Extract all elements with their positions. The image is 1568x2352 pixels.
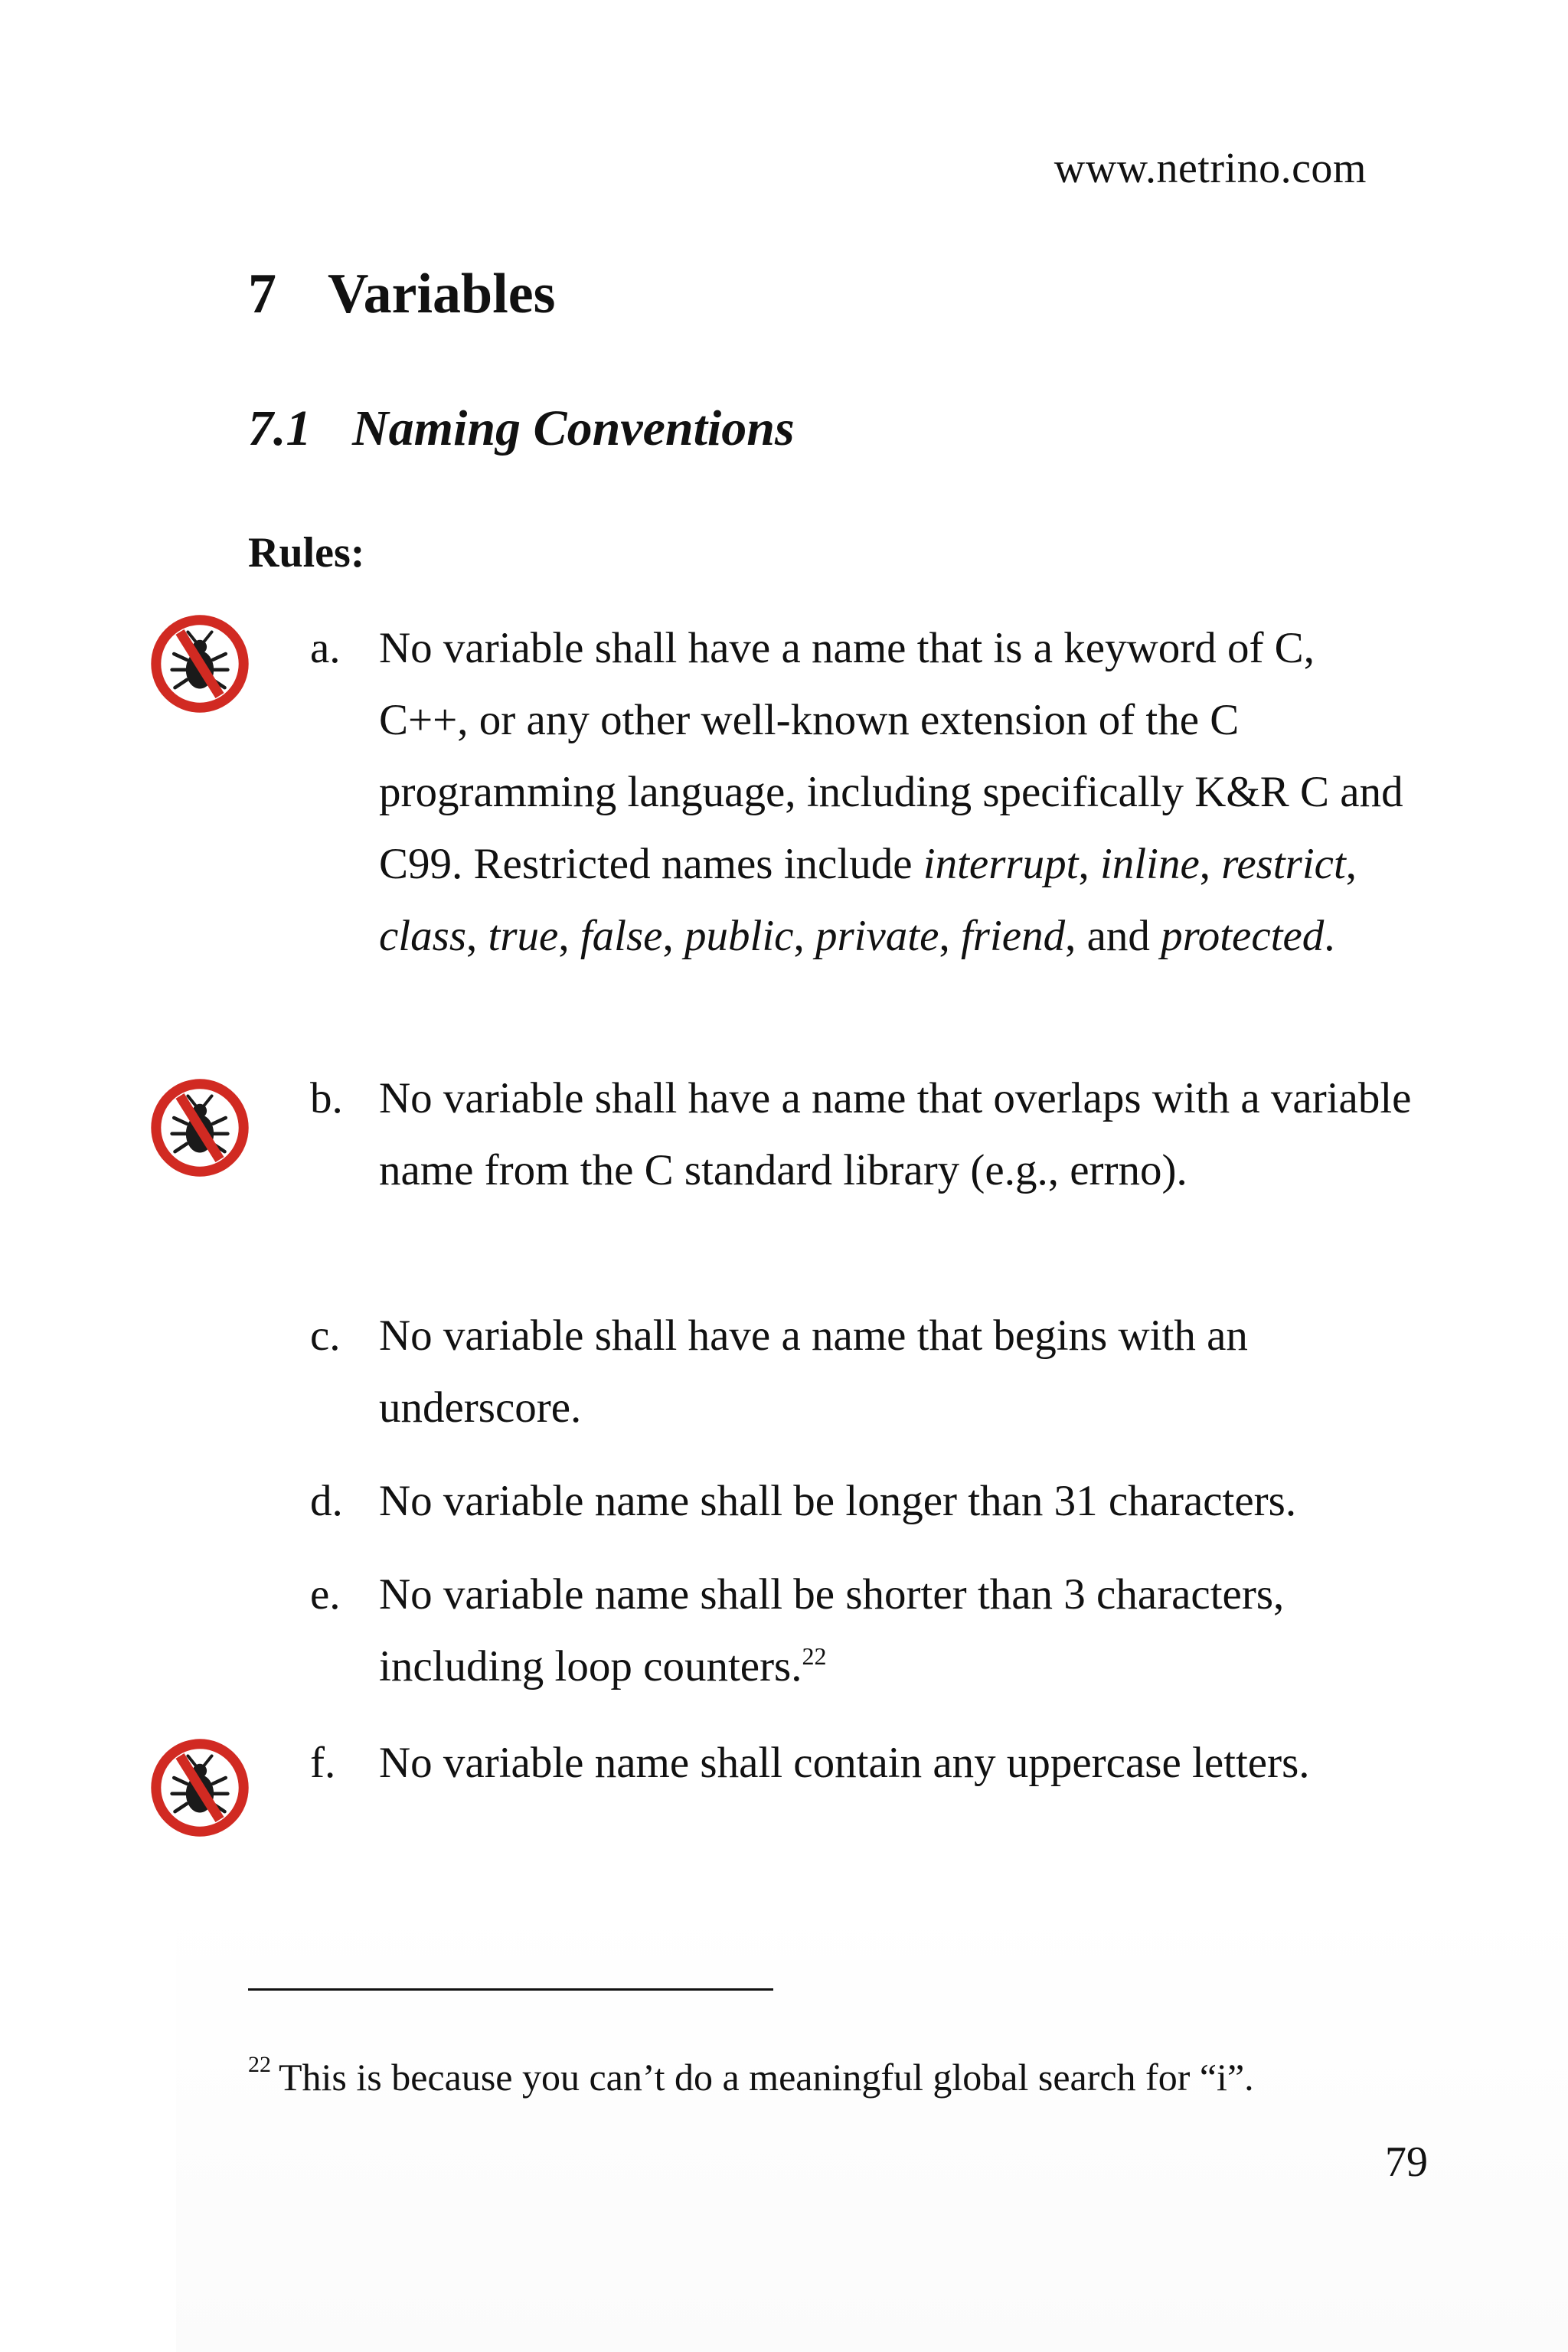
rule-letter: d. — [310, 1477, 343, 1525]
rule-d — [310, 1465, 1413, 1537]
rules-label: Rules: — [248, 529, 365, 577]
rule-text: No variable name shall be longer than 31 characters. — [379, 1477, 1297, 1525]
rule-text: No variable shall have a name that overlaps with a variable name from the C standard library (e.g., errno). — [379, 1074, 1412, 1194]
rule-f — [310, 1727, 1413, 1799]
footnote-number: 22 — [248, 2052, 271, 2077]
rule-text: No variable shall have a name that is a keyword of C, C++, or any other well-known extension of the C programming language, including specifically K&R C and C99. Restricted names include interrupt, inline, restrict, class, true, false, public, private, friend, and protected. — [379, 624, 1403, 960]
footnote-divider — [248, 1988, 773, 1991]
footnote — [248, 2052, 1254, 2099]
rule-e — [310, 1559, 1413, 1703]
no-bug-icon — [150, 614, 250, 714]
section-heading — [248, 400, 795, 458]
chapter-heading — [248, 262, 555, 327]
rule-letter: b. — [310, 1074, 343, 1122]
footnote-text: This is because you can’t do a meaningful global search for “i”. — [279, 2056, 1254, 2099]
rule-text: No variable shall have a name that begins with an underscore. — [379, 1312, 1248, 1432]
rule-b — [310, 1063, 1413, 1207]
no-bug-icon — [150, 1078, 250, 1178]
page-number: 79 — [1385, 2138, 1428, 2186]
rule-text: No variable name shall contain any uppercase letters. — [379, 1739, 1310, 1787]
rule-c — [310, 1300, 1413, 1444]
rule-letter: c. — [310, 1312, 341, 1360]
rule-a — [310, 612, 1413, 972]
section-title: Naming Conventions — [352, 400, 795, 456]
footnote-ref: 22 — [802, 1642, 827, 1670]
page-background — [176, 1899, 1568, 2352]
no-bug-icon — [150, 1738, 250, 1838]
rule-letter: e. — [310, 1570, 341, 1619]
header-url: www.netrino.com — [1054, 145, 1367, 192]
section-number: 7.1 — [248, 400, 312, 456]
chapter-title: Variables — [328, 263, 556, 325]
rule-letter: f. — [310, 1739, 336, 1787]
rule-letter: a. — [310, 624, 341, 672]
rule-text: No variable name shall be shorter than 3 characters, including loop counters.$^{22}$ — [379, 1570, 1285, 1690]
chapter-number: 7 — [248, 263, 276, 325]
